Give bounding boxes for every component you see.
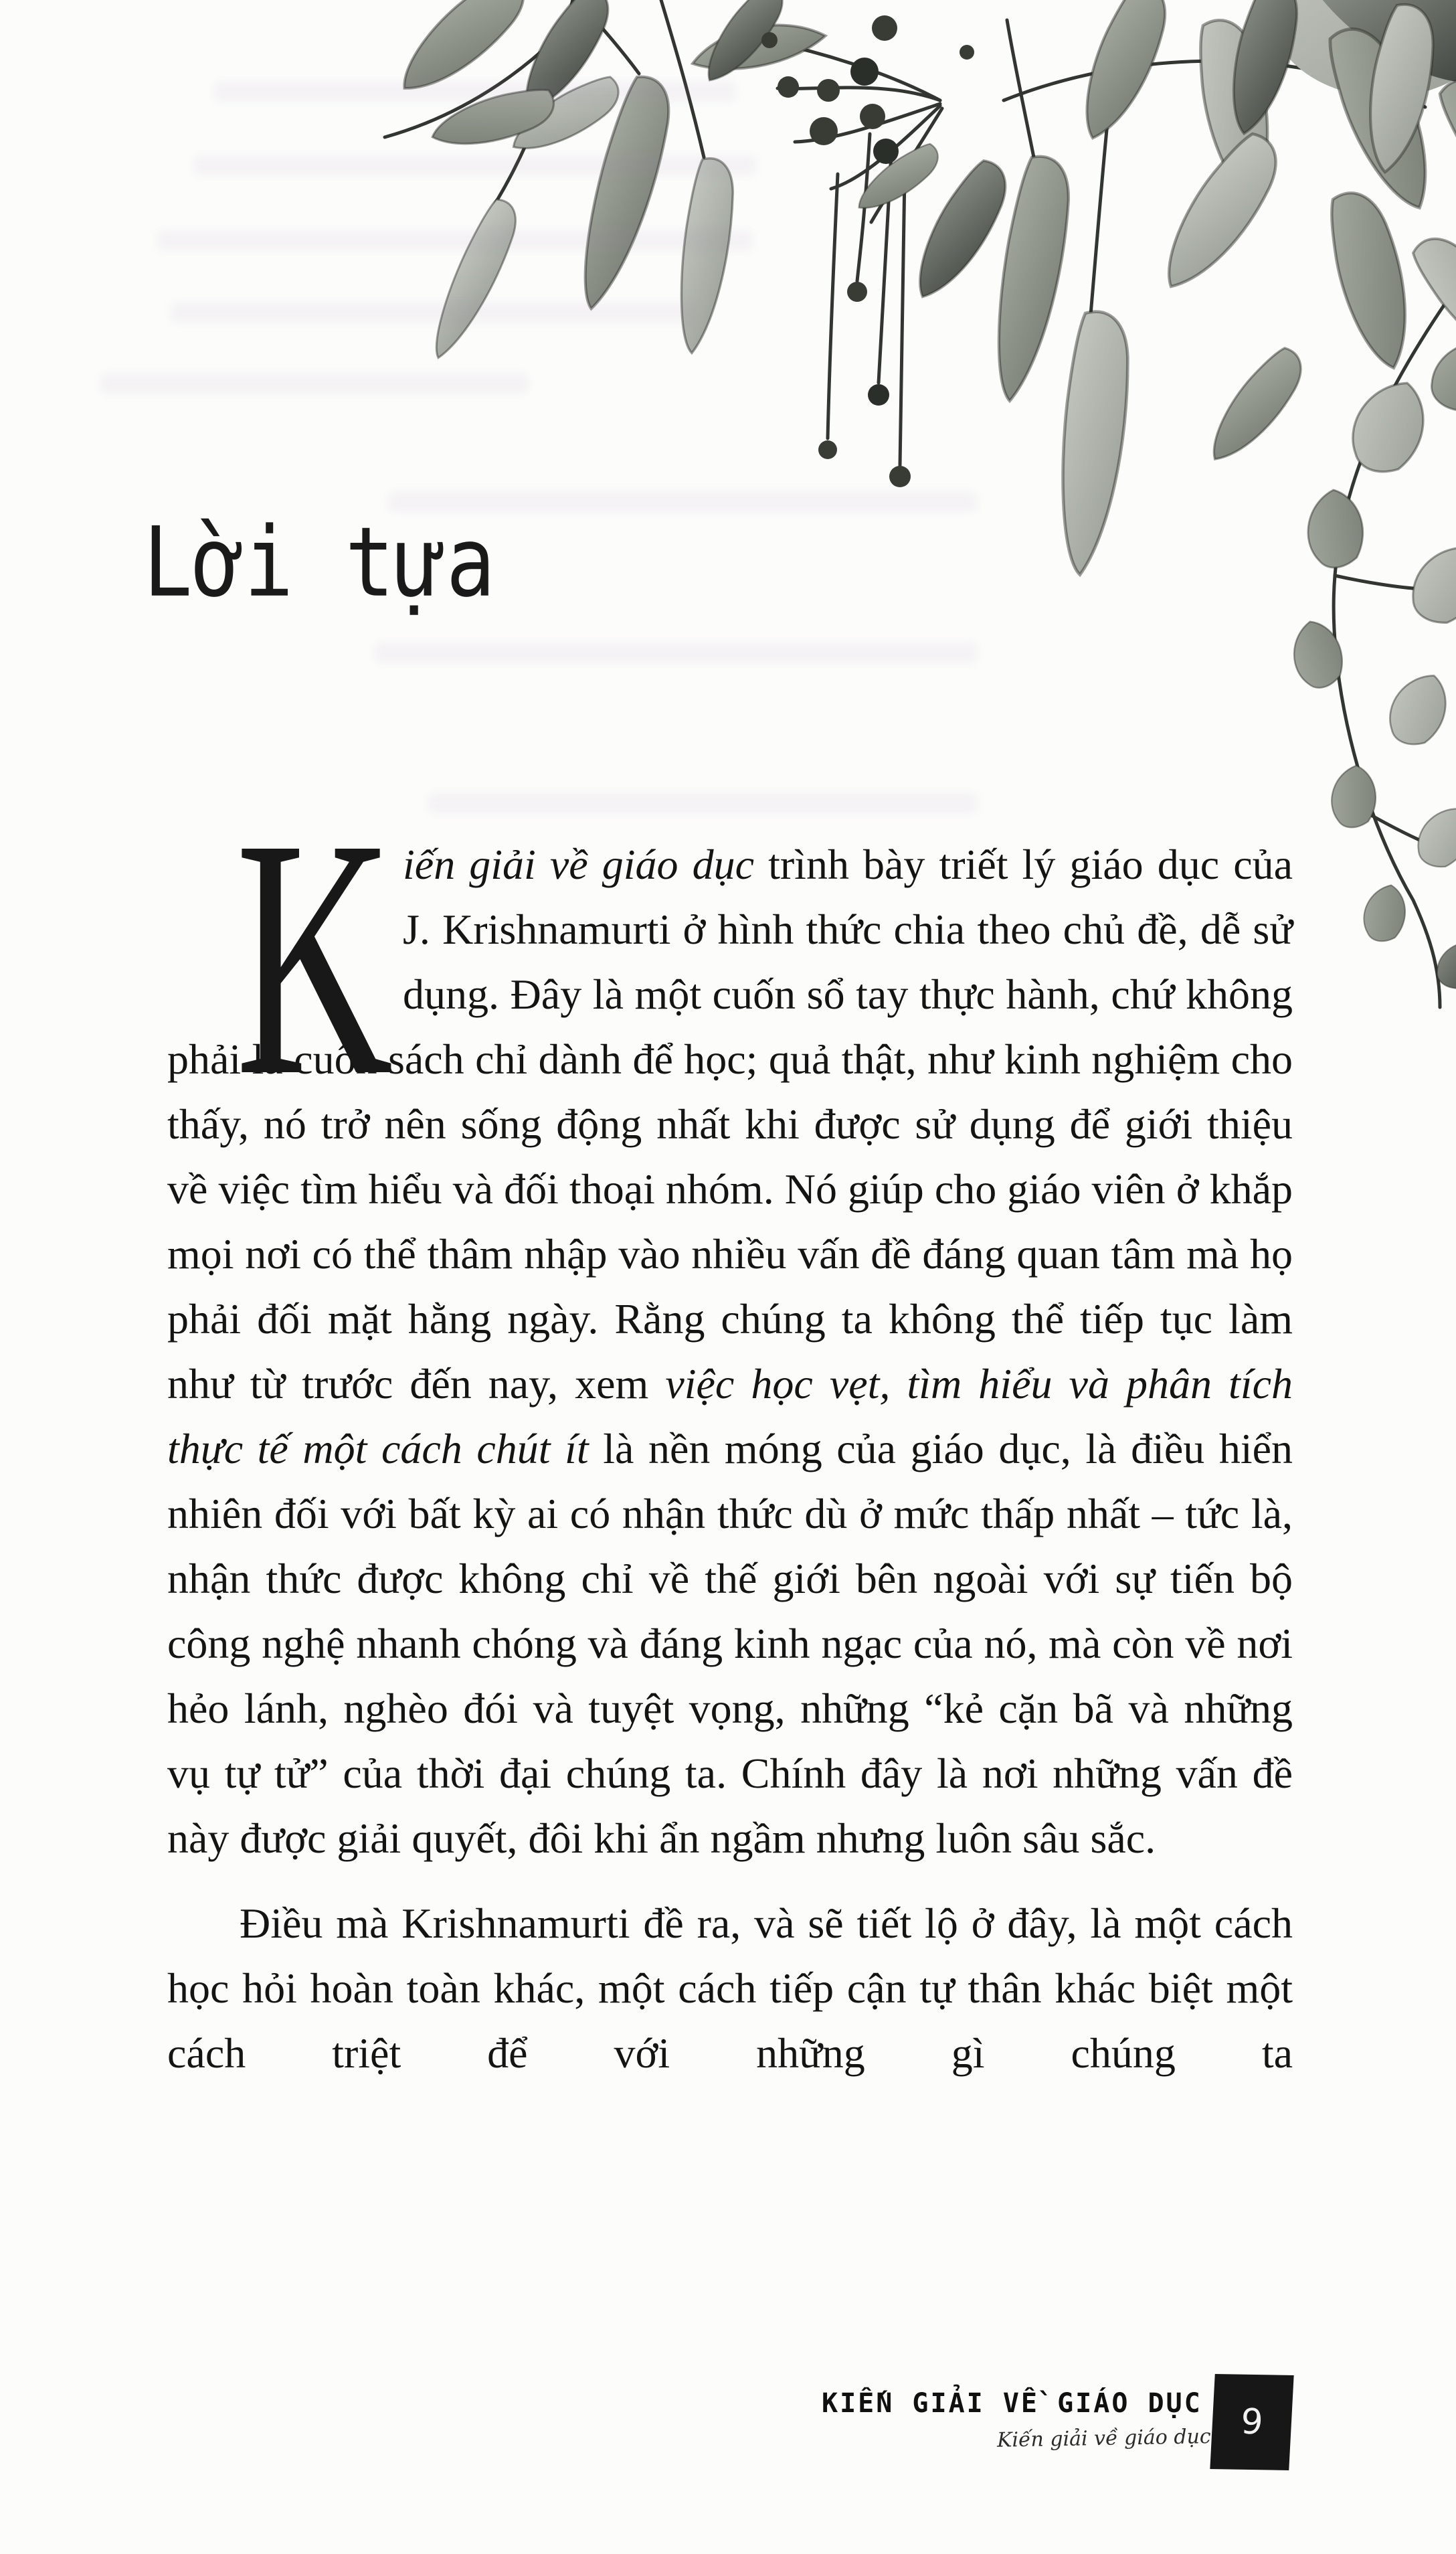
body-text (167, 769, 1293, 2085)
text-segment: Điều mà Krishnamurti đề ra, và sẽ tiết lộ ở đây, là một cách học hỏi hoàn toàn khác, một cách tiếp cận tự thân khác biệt một cách triệt để với những gì chúng ta (167, 1899, 1293, 2077)
chapter-title: Lời tựa (143, 506, 497, 618)
berries (761, 15, 974, 487)
text-segment: là nền móng của giáo dục, là điều hiển nhiên đối với bất kỳ ai có nhận thức dù ở mức thấp nhất – tức là, nhận thức được không chỉ về thế giới bên ngoài với sự tiến bộ công nghệ nhanh chóng và đáng kinh ngạc của nó, mà còn về nơi hẻo lánh, nghèo đói và tuyệt vọng, những “kẻ cặn bã và những vụ tự tử” của thời đại chúng ta. Chính đây là nơi những vấn đề này được giải quyết, đôi khi ẩn ngầm nhưng luôn sâu sắc. (167, 1425, 1293, 1862)
page-number: 9 (1239, 2401, 1265, 2443)
bleedthrough-ghost-line (214, 82, 736, 102)
bleedthrough-ghost-line (375, 643, 977, 663)
drop-cap: K (236, 769, 393, 1146)
text-segment: trình bày triết lý giáo dục của J. Krishnamurti ở hình thức chia theo chủ đề, dễ sử dụng. Đây là một cuốn sổ tay thực hành, chứ không phải là cuốn sách chỉ dành để học; quả thật, như kinh nghiệm cho thấy, nó trở nên sống động nhất khi được sử dụng để giới thiệu về việc tìm hiểu và đối thoại nhóm. Nó giúp cho giáo viên ở khắp mọi nơi có thể thâm nhập vào nhiều vấn đề đáng quan tâm mà họ phải đối mặt hằng ngày. Rằng chúng ta không thể tiếp tục làm như từ trước đến nay, xem (167, 841, 1293, 1408)
paragraph (167, 769, 1293, 1871)
italic-text-segment: iến giải về giáo dục (403, 841, 755, 888)
bleedthrough-ghost-line (428, 793, 977, 813)
bleedthrough-ghost-line (171, 303, 693, 323)
italic-text-segment: việc học vẹt, tìm hiểu và phân tích thực tế một cách chút ít (167, 1360, 1293, 1472)
bleedthrough-ghost-line (100, 373, 529, 394)
page-number-box (1210, 2374, 1293, 2470)
running-footer-title: KIẾN GIẢI VỀ GIÁO DỤC (822, 2388, 1202, 2419)
bleedthrough-ghost-line (194, 155, 756, 175)
running-footer-script: Kiến giải về giáo dục (996, 2425, 1211, 2452)
bleedthrough-ghost-line (157, 230, 753, 250)
paragraph (167, 1891, 1293, 2085)
